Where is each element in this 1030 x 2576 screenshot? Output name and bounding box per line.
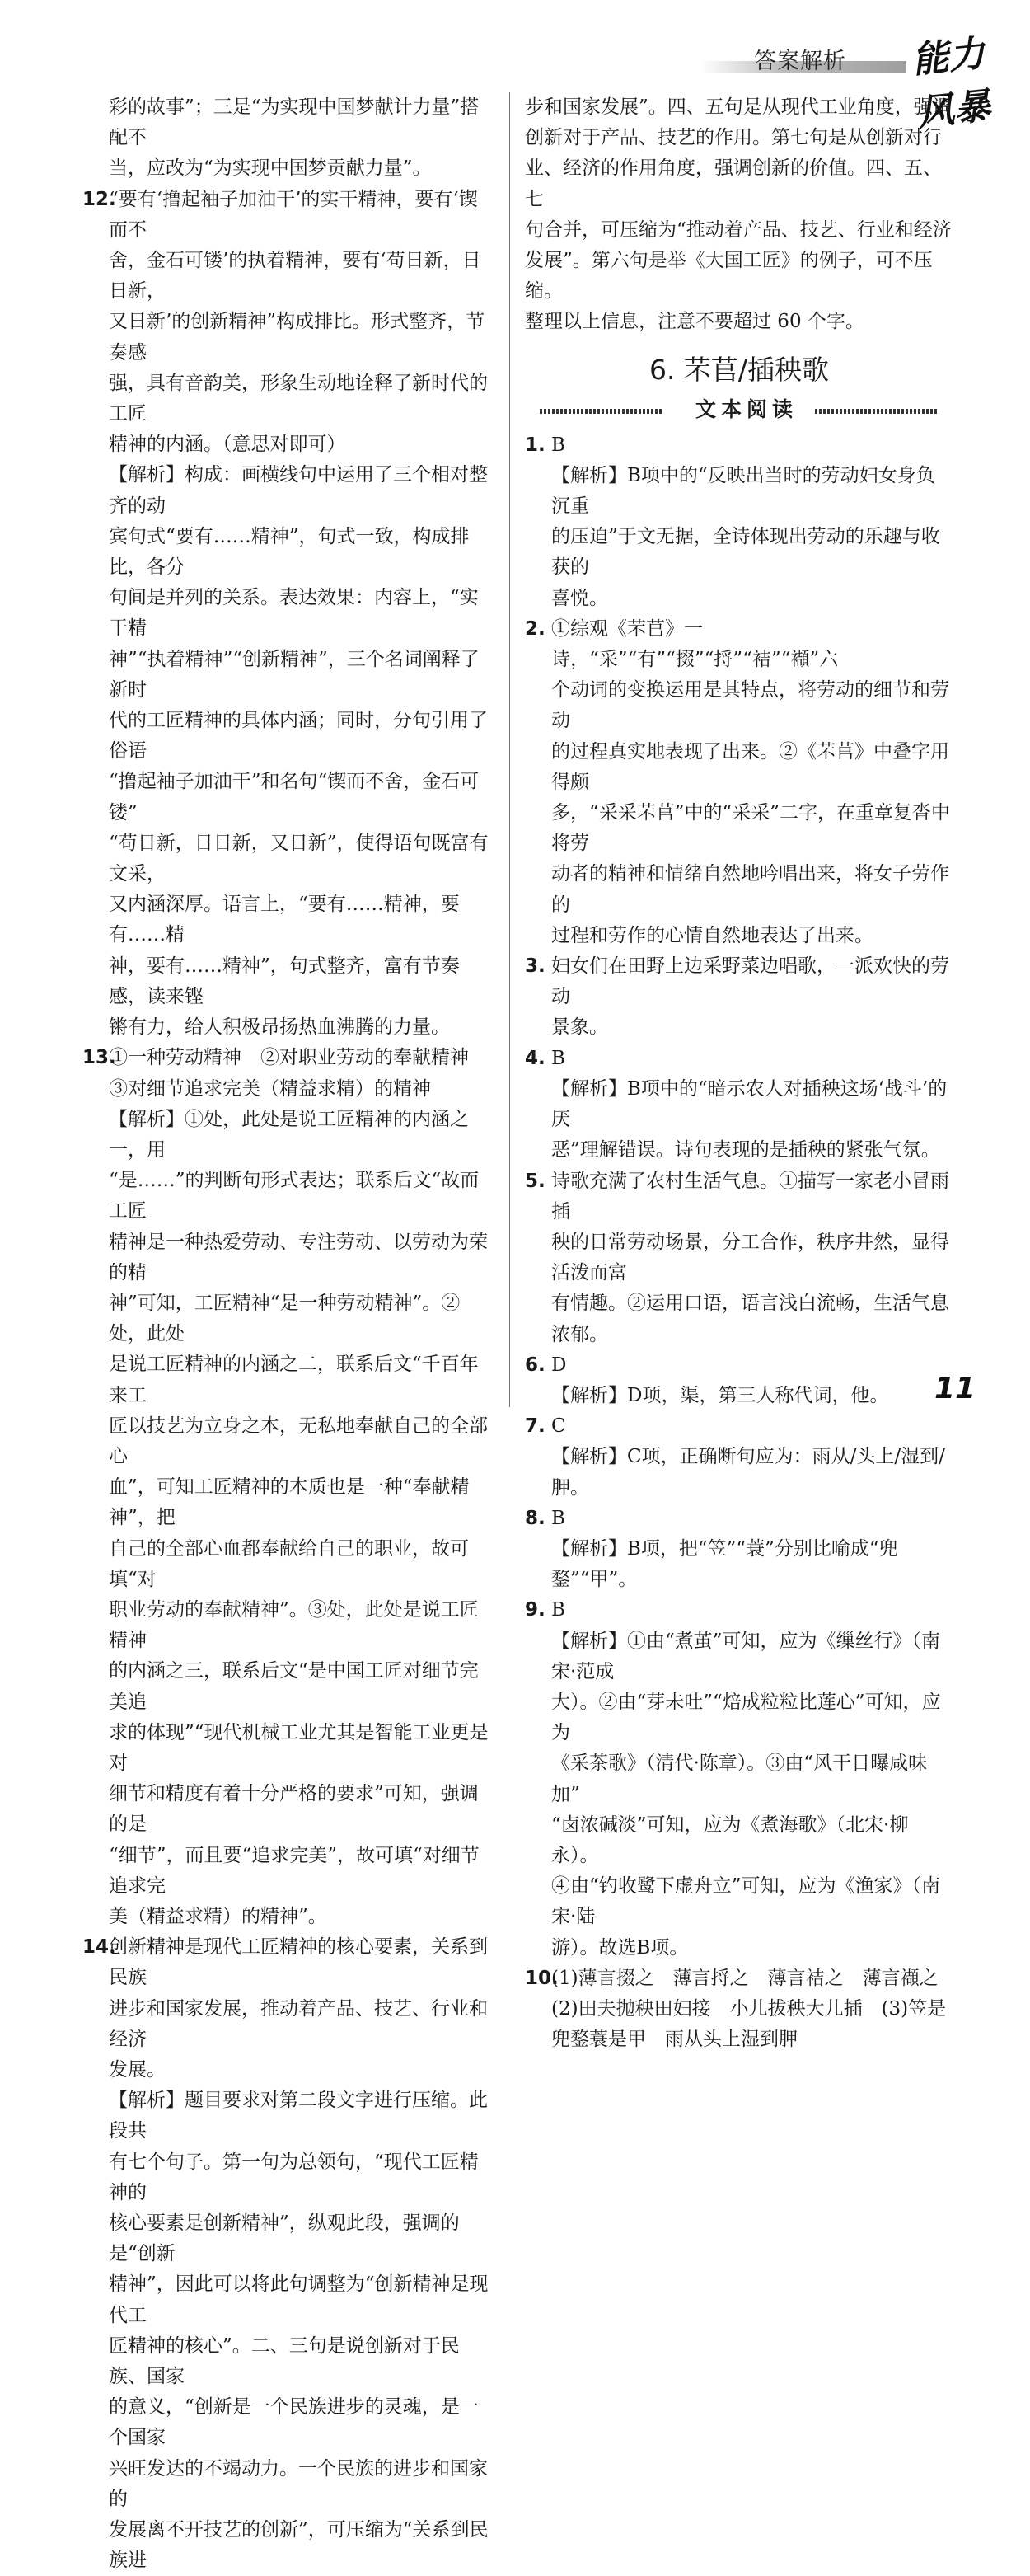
answer-number: 13.: [82, 1047, 116, 1069]
text-line: 核心要素是创新精神”，纵观此段，强调的是“创新: [109, 2212, 460, 2265]
text-line: 又内涵深厚。语言上，“要有……精神，要有……精: [109, 894, 460, 946]
text-line: 游）。故选B项。: [551, 1936, 689, 1959]
left-column: [82, 92, 494, 2576]
analysis-line: [109, 1105, 494, 1166]
text-line: 多，“采采芣苢”中的“采采”二字，在重章复沓中将劳: [551, 802, 951, 855]
text-line: 诗歌充满了农村生活气息。①描写一家老小冒雨插: [551, 1170, 949, 1222]
text-line: B: [551, 434, 565, 456]
answer-number: 9.: [525, 1599, 545, 1621]
text-line: 有情趣。②运用口语，语言浅白流畅，生活气息浓郁。: [551, 1293, 949, 1345]
text-line: 匠精神的核心”。二、三句是说创新对于民族、国家: [109, 2334, 460, 2388]
text-line: 兜鍪蓑是甲 雨从头上湿到胛: [551, 2029, 798, 2051]
answer-item: [525, 1964, 953, 2056]
text-line: 自己的全部心血都奉献给自己的职业，故可填“对: [109, 1537, 469, 1590]
analysis-text: 构成：画横线句中运用了三个相对整齐的动: [109, 464, 488, 517]
analysis-line: [109, 460, 494, 521]
analysis-text: 题目要求对第二段文字进行压缩。此段共: [109, 2090, 488, 2142]
answer-item: [525, 1350, 953, 1411]
text-line: 创新对于产品、技艺的作用。第七句是从创新对行: [525, 127, 942, 149]
text-line: 的过程真实地表现了出来。②《芣苢》中叠字用得颇: [551, 740, 949, 793]
text-line: 个动词的变换运用是其特点，将劳动的细节和劳动: [551, 679, 949, 732]
text-line: ③对细节追求完美（精益求精）的精神: [109, 1077, 431, 1100]
text-line: ①一种劳动精神 ②对职业劳动的奉献精神: [109, 1047, 469, 1069]
text-line: 神，要有……精神”，句式整齐，富有节奏感，读来铿: [109, 955, 460, 1007]
text-line: 业、经济的作用角度，强调创新的价值。四、五、七: [525, 157, 942, 210]
answer-number: 10.: [525, 1967, 559, 1989]
text-line: 兴旺发达的不竭动力。一个民族的进步和国家的: [109, 2457, 488, 2510]
brand-logo: 能力风暴: [910, 32, 993, 134]
text-line: “苟日新，日日新，又日新”，使得语句既富有文采，: [109, 832, 489, 885]
analysis-tag: 【解析】: [551, 1630, 627, 1652]
analysis-line: [551, 1442, 953, 1503]
answer-number: 14.: [82, 1936, 116, 1959]
answer-list: [525, 430, 953, 2056]
analysis-text: B项中的“反映出当时的劳动妇女身负沉重: [551, 464, 935, 518]
answer-item: [525, 1411, 953, 1504]
text-line: 步和国家发展”。四、五句是从现代工业角度，强调: [525, 96, 952, 118]
subhead-rule-right: [815, 409, 939, 414]
text-line: D: [551, 1354, 567, 1376]
text-line: 宾句式“要有……精神”，句式一致，构成排比，各分: [109, 525, 470, 579]
text-line: 《采茶歌》（清代·陈章）。③由“风干日曝咸味加”: [551, 1753, 928, 1805]
text-line: 的意义，“创新是一个民族进步的灵魂，是一个国家: [109, 2396, 479, 2449]
text-line: “撸起袖子加油干”和名句“锲而不舍，金石可镂”: [109, 771, 480, 823]
analysis-line: [551, 1534, 953, 1595]
text-line: ④由“钓收鹭下虚舟立”可知，应为《渔家》（南宋·陆: [551, 1875, 941, 1928]
text-line: 动者的精神和情绪自然地吟唱出来，将女子劳作的: [551, 863, 949, 916]
answer-item: [525, 1595, 953, 1963]
analysis-tag: 【解析】: [109, 464, 185, 486]
section-subhead: [540, 394, 953, 425]
analysis-tag: 【解析】: [551, 1537, 627, 1560]
text-line: 职业劳动的奉献精神”。③处，此处是说工匠精神: [109, 1598, 479, 1652]
text-line: 的压迫”于文无据，全诗体现出劳动的乐趣与收获的: [551, 526, 940, 579]
text-line: C: [551, 1415, 566, 1438]
answer-item: [525, 614, 953, 951]
analysis-tag: 【解析】: [109, 2090, 185, 2112]
text-line: 精神”，因此可以将此句调整为“创新精神是现代工: [109, 2273, 489, 2326]
answer-item: [525, 1166, 953, 1350]
text-line: 妇女们在田野上边采野菜边唱歌，一派欢快的劳动: [551, 955, 949, 1008]
column-divider: [509, 92, 510, 1407]
right-column: [525, 92, 953, 2055]
text-line: 细节和精度有着十分严格的要求”可知，强调的是: [109, 1783, 479, 1836]
answer-12: [82, 185, 494, 1044]
analysis-tag: 【解析】: [551, 1384, 627, 1406]
text-line: 当，应改为“为实现中国梦贡献力量”。: [109, 157, 432, 180]
text-line: 血”，可知工匠精神的本质也是一种“奉献精神”，把: [109, 1476, 470, 1529]
analysis-tag: 【解析】: [551, 1077, 627, 1100]
text-line: (1)薄言掇之 薄言捋之 薄言袺之 薄言襭之: [551, 1967, 939, 1989]
answer-number: 12.: [82, 188, 116, 210]
analysis-text: ①由“煮茧”可知，应为《缫丝行》（南宋·范成: [551, 1630, 941, 1682]
analysis-tag: 【解析】: [551, 1446, 627, 1468]
intro-continuation: [82, 92, 494, 185]
text-line: 锵有力，给人积极昂扬热血沸腾的力量。: [109, 1016, 450, 1039]
answer-number: 5.: [525, 1170, 545, 1192]
analysis-line: [551, 461, 953, 522]
analysis-line: [551, 1626, 953, 1687]
answer-number: 7.: [525, 1415, 545, 1438]
answer-number: 1.: [525, 434, 545, 456]
answer-number: 3.: [525, 955, 545, 978]
text-line: 句合并，可压缩为“推动着产品、技艺、行业和经济: [525, 218, 952, 241]
text-line: (2)田夫抛秧田妇接 小儿拔秧大儿插 (3)笠是: [551, 1997, 947, 2020]
text-line: “细节”，而且要“追求完美”，故可填“对细节追求完: [109, 1844, 480, 1897]
text-line: 有七个句子。第一句为总领句，“现代工匠精神的: [109, 2151, 479, 2203]
text-line: 神”“执着精神”“创新精神”，三个名词阐释了新时: [109, 648, 480, 701]
text-line: B: [551, 1047, 565, 1069]
analysis-text: C项，正确断句应为：雨从/头上/湿到/胛。: [551, 1446, 945, 1499]
subhead-text: 文本阅读: [695, 396, 798, 421]
q14-continuation: [525, 92, 953, 338]
text-line: 彩的故事”；三是“为实现中国梦献计力量”搭配不: [109, 96, 480, 149]
text-line: “是……”的判断句形式表达；联系后文“故而工匠: [109, 1170, 480, 1222]
text-line: 进步和国家发展，推动着产品、技艺、行业和经济: [109, 1997, 488, 2050]
section-title: 6. 芣苢/插秧歌: [648, 353, 830, 386]
text-line: 求的体现”“现代机械工业尤其是智能工业更是对: [109, 1721, 489, 1774]
text-line: 大）。②由“芽未吐”“焙成粒粒比莲心”可知，应为: [551, 1691, 941, 1744]
text-line: 强，具有音韵美，形象生动地诠释了新时代的工匠: [109, 372, 488, 425]
text-line: 创新精神是现代工匠精神的核心要素，关系到民族: [109, 1936, 488, 1989]
text-line: 发展”。第六句是举《大国工匠》的例子，可不压缩。: [525, 250, 933, 303]
text-line: 发展离不开技艺的创新”，可压缩为“关系到民族进: [109, 2519, 489, 2572]
text-line: “卤浓碱淡”可知，应为《煮海歌》（北宋·柳永）。: [551, 1814, 909, 1866]
text-line: 神”可知，工匠精神“是一种劳动精神”。②处，此处: [109, 1292, 461, 1345]
text-line: 整理以上信息，注意不要超过 60 个字。: [525, 311, 864, 333]
analysis-line: [551, 1074, 953, 1135]
text-line: 过程和劳作的心情自然地表达了出来。: [551, 924, 873, 946]
answer-item: [525, 430, 953, 614]
text-line: 句间是并列的关系。表达效果：内容上，“实干精: [109, 587, 479, 640]
analysis-line: [109, 2086, 494, 2147]
answer-14: [82, 1932, 494, 2576]
analysis-text: B项中的“暗示农人对插秧这场‘战斗’的厌: [551, 1077, 948, 1131]
header-title: 答案解析: [754, 49, 846, 74]
text-line: 秧的日常劳动场景，分工合作，秩序井然，显得活泼而富: [551, 1231, 949, 1284]
analysis-tag: 【解析】: [109, 1108, 185, 1130]
text-line: B: [551, 1599, 565, 1621]
answer-number: 2.: [525, 617, 545, 640]
text-line: 是说工匠精神的内涵之二，联系后文“千百年来工: [109, 1354, 479, 1406]
answer-number: 4.: [525, 1047, 545, 1069]
answer-item: [525, 951, 953, 1044]
answer-number: 6.: [525, 1354, 545, 1376]
page-number: 11: [934, 1372, 976, 1405]
text-line: 精神的内涵。（意思对即可）: [109, 434, 346, 456]
analysis-text: ①处，此处是说工匠精神的内涵之一，用: [109, 1108, 469, 1161]
text-line: 又日新’的创新精神”构成排比。形式整齐，节奏感: [109, 311, 485, 364]
analysis-line: [551, 1381, 953, 1411]
analysis-text: D项，渠，第三人称代词，他。: [627, 1384, 889, 1406]
text-line: 发展。: [109, 2059, 166, 2081]
text-line: 美（精益求精）的精神”。: [109, 1905, 327, 1927]
text-line: 代的工匠精神的具体内涵；同时，分句引用了俗语: [109, 710, 488, 762]
text-line: 喜悦。: [551, 587, 608, 609]
text-line: “要有‘撸起袖子加油干’的实干精神，要有‘锲而不: [109, 188, 478, 241]
answer-item: [525, 1044, 953, 1166]
text-line: 的内涵之三，联系后文“是中国工匠对细节完美追: [109, 1660, 479, 1713]
answer-13: [82, 1043, 494, 1932]
text-line: 恶”理解错误。诗句表现的是插秧的紧张气氛。: [551, 1139, 940, 1161]
text-line: ①综观《芣苢》一诗，“采”“有”“掇”“捋”“袺”“襭”六: [551, 617, 839, 671]
text-line: 景象。: [551, 1016, 608, 1039]
answer-number: 8.: [525, 1507, 545, 1529]
text-line: 舍，金石可镂’的执着精神，要有‘苟日新，日日新，: [109, 250, 481, 303]
analysis-text: B项，把“笠”“蓑”分别比喻成“兜鍪”“甲”。: [551, 1537, 898, 1591]
answer-item: [525, 1504, 953, 1596]
analysis-tag: 【解析】: [551, 464, 627, 486]
text-line: B: [551, 1507, 565, 1529]
text-line: 精神是一种热爱劳动、专注劳动、以劳动为荣的精: [109, 1231, 488, 1283]
text-line: 匠以技艺为立身之本，无私地奉献自己的全部心: [109, 1415, 488, 1467]
